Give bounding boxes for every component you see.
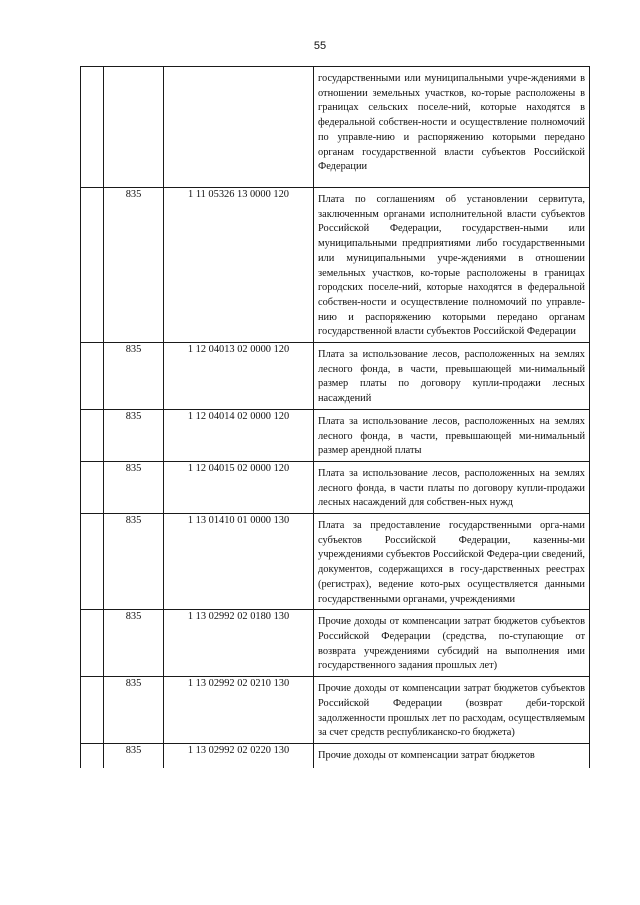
admin-code-cell: 835: [104, 677, 164, 744]
description-text: Плата за предоставление государственными орга-нами субъектов Российской Федерации, казенны-ми учреждениями субъектов Российской Федера-ции сведений, документов, содержащихся в госу-дарственных реестрах (регистрах), ведение кото-рых осуществляется данными государственными органами, учреждениями: [318, 520, 585, 605]
index-cell: [81, 188, 104, 343]
description-text: Плата за использование лесов, расположенных на землях лесного фонда, в части платы по договору купли-продажи лесных насаждений для собствен-ных нужд: [318, 467, 585, 509]
description-cell: [314, 409, 590, 461]
table-row: [81, 67, 590, 188]
page-number: 55: [313, 40, 327, 52]
table-row: [81, 610, 590, 677]
admin-code-cell: 835: [104, 343, 164, 410]
index-cell: [81, 343, 104, 410]
index-cell: [81, 677, 104, 744]
description-cell: [314, 743, 590, 768]
description-cell: [314, 610, 590, 677]
admin-code-cell: 835: [104, 409, 164, 461]
index-cell: [81, 610, 104, 677]
description-cell: [314, 343, 590, 410]
budget-code-cell: 1 13 02992 02 0210 130: [164, 677, 314, 744]
admin-code-cell: 835: [104, 461, 164, 513]
index-cell: [81, 67, 104, 188]
description-text: Плата по соглашениям об установлении сервитута, заключенным органами исполнительной власти субъектов Российской Федерации, государствен-ными или муниципальными предприятиями либо государственными или муниципальными учре-ждениями в отношении земельных участков, ко-торые расположены в границах городских поселе-ний, которые находятся в федеральной собствен-ности и осуществление полномочий по управле-нию и распоряжению которыми передано органам государственной власти субъектов Российской Федерации: [318, 194, 585, 338]
budget-code-cell: 1 12 04014 02 0000 120: [164, 409, 314, 461]
description-text: Прочие доходы от компенсации затрат бюджетов субъектов Российской Федерации (возврат деби-торской задолженности прошлых лет по расходам, осуществляемым за счет средств республиканско-го бюджета): [318, 683, 585, 739]
description-cell: [314, 514, 590, 610]
admin-code-cell: 835: [104, 743, 164, 768]
admin-code-cell: 835: [104, 188, 164, 343]
budget-code-cell: 1 11 05326 13 0000 120: [164, 188, 314, 343]
budget-code-cell: 1 13 01410 01 0000 130: [164, 514, 314, 610]
description-text: Плата за использование лесов, расположенных на землях лесного фонда, в части, превышающей ми-нимальный размер арендной платы: [318, 415, 585, 457]
table-row: [81, 514, 590, 610]
table-row: [81, 188, 590, 343]
index-cell: [81, 461, 104, 513]
budget-code-cell: 1 12 04015 02 0000 120: [164, 461, 314, 513]
budget-code-cell: 1 13 02992 02 0220 130: [164, 743, 314, 768]
description-cell: [314, 67, 590, 188]
description-cell: [314, 461, 590, 513]
table-row: [81, 461, 590, 513]
description-cell: [314, 188, 590, 343]
budget-code-cell: 1 13 02992 02 0180 130: [164, 610, 314, 677]
table-row: [81, 409, 590, 461]
revenue-codes-table: [80, 66, 590, 768]
admin-code-cell: 835: [104, 610, 164, 677]
description-text: Плата за использование лесов, расположенных на землях лесного фонда, в части, превышающей ми-нимальный размер платы по договору купли-продажи лесных насаждений: [318, 349, 585, 405]
budget-code-cell: 1 12 04013 02 0000 120: [164, 343, 314, 410]
table-row: [81, 343, 590, 410]
budget-code-cell: [164, 67, 314, 188]
index-cell: [81, 514, 104, 610]
description-text: государственными или муниципальными учре-ждениями в отношении земельных участков, ко-торые расположены в границах сельских поселе-ний, которые находятся в федеральной собствен-ности и осуществление полномочий по управле-нию и распоряжению которыми передано органам государственной власти субъектов Российской Федерации: [318, 73, 585, 173]
description-text: Прочие доходы от компенсации затрат бюджетов: [318, 749, 535, 761]
description-cell: [314, 677, 590, 744]
description-text: Прочие доходы от компенсации затрат бюджетов субъектов Российской Федерации (средства, по-ступающие от возврата учреждениями субсидий на выполнения ими государственного задания прошлых лет): [318, 616, 585, 672]
index-cell: [81, 409, 104, 461]
table-row: [81, 743, 590, 768]
admin-code-cell: [104, 67, 164, 188]
table-row: [81, 677, 590, 744]
admin-code-cell: 835: [104, 514, 164, 610]
index-cell: [81, 743, 104, 768]
